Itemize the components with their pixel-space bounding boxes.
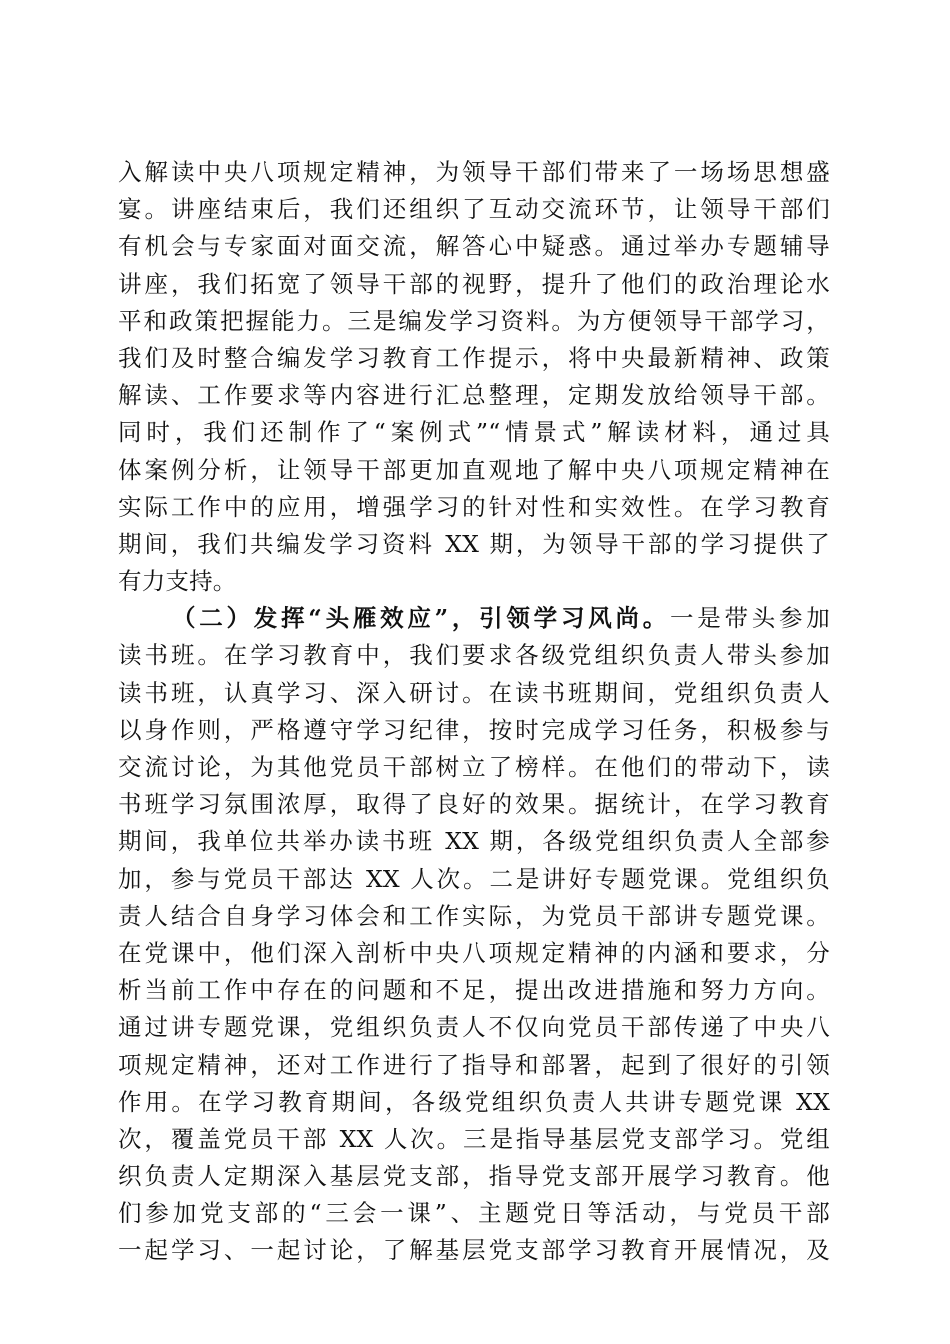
paragraph-line: 入解读中央八项规定精神，为领导干部们带来了一场场思想盛 xyxy=(118,158,830,186)
paragraph-line: 责人结合自身学习体会和工作实际，为党员干部讲专题党课。 xyxy=(118,901,830,930)
paragraph-line: 实际工作中的应用，增强学习的针对性和实效性。在学习教育 xyxy=(118,492,830,521)
paragraph-line: 加，参与党员干部达 XX 人次。二是讲好专题党课。党组织负 xyxy=(118,864,830,893)
paragraph-line: 讲座，我们拓宽了领导干部的视野，提升了他们的政治理论水 xyxy=(118,269,830,298)
paragraph-line: 们参加党支部的“三会一课”、主题党日等活动，与党员干部 xyxy=(118,1199,830,1228)
paragraph-line: 作用。在学习教育期间，各级党组织负责人共讲专题党课 XX xyxy=(118,1087,830,1116)
paragraph-line: 宴。讲座结束后，我们还组织了互动交流环节，让领导干部们 xyxy=(118,195,830,224)
body-text xyxy=(118,154,830,1270)
paragraph-line: 期间，我们共编发学习资料 XX 期，为领导干部的学习提供了 xyxy=(118,529,830,558)
paragraph-line: 有机会与专家面对面交流，解答心中疑惑。通过举办专题辅导 xyxy=(118,232,830,261)
paragraph-text: 一是带头参加 xyxy=(669,604,830,633)
paragraph-line: 以身作则，严格遵守学习纪律，按时完成学习任务，积极参与 xyxy=(118,715,830,744)
paragraph-line: 有力支持。 xyxy=(118,567,237,596)
paragraph-line: 一起学习、一起讨论，了解基层党支部学习教育开展情况，及 xyxy=(118,1236,830,1265)
paragraph-line: 次，覆盖党员干部 XX 人次。三是指导基层党支部学习。党组 xyxy=(118,1124,830,1153)
paragraph-line: 书班学习氛围浓厚，取得了良好的效果。据统计，在学习教育 xyxy=(118,790,830,819)
paragraph-line: 析当前工作中存在的问题和不足，提出改进措施和努力方向。 xyxy=(118,976,830,1005)
section-heading-line xyxy=(118,600,830,637)
paragraph-line: 体案例分析，让领导干部更加直观地了解中央八项规定精神在 xyxy=(118,455,830,484)
paragraph-line: 同时，我们还制作了“案例式”“情景式”解读材料，通过具 xyxy=(118,418,830,447)
paragraph-line: 在党课中，他们深入剖析中央八项规定精神的内涵和要求，分 xyxy=(118,938,830,967)
paragraph-line: 通过讲专题党课，党组织负责人不仅向党员干部传递了中央八 xyxy=(118,1013,830,1042)
paragraph-line: 读书班。在学习教育中，我们要求各级党组织负责人带头参加 xyxy=(118,641,830,670)
paragraph-line: 平和政策把握能力。三是编发学习资料。为方便领导干部学习， xyxy=(118,306,830,335)
paragraph-line: 我们及时整合编发学习教育工作提示，将中央最新精神、政策 xyxy=(118,343,830,372)
paragraph-line: 解读、工作要求等内容进行汇总整理，定期发放给领导干部。 xyxy=(118,381,830,410)
paragraph-line: 织负责人定期深入基层党支部，指导党支部开展学习教育。他 xyxy=(118,1162,830,1191)
section-heading: （二）发挥“头雁效应”，引领学习风尚。 xyxy=(172,604,670,633)
paragraph-line: 项规定精神，还对工作进行了指导和部署，起到了很好的引领 xyxy=(118,1050,830,1079)
paragraph-line: 交流讨论，为其他党员干部树立了榜样。在他们的带动下，读 xyxy=(118,753,830,781)
paragraph-line: 读书班，认真学习、深入研讨。在读书班期间，党组织负责人 xyxy=(118,678,830,707)
paragraph-line: 期间，我单位共举办读书班 XX 期，各级党组织负责人全部参 xyxy=(118,827,830,856)
